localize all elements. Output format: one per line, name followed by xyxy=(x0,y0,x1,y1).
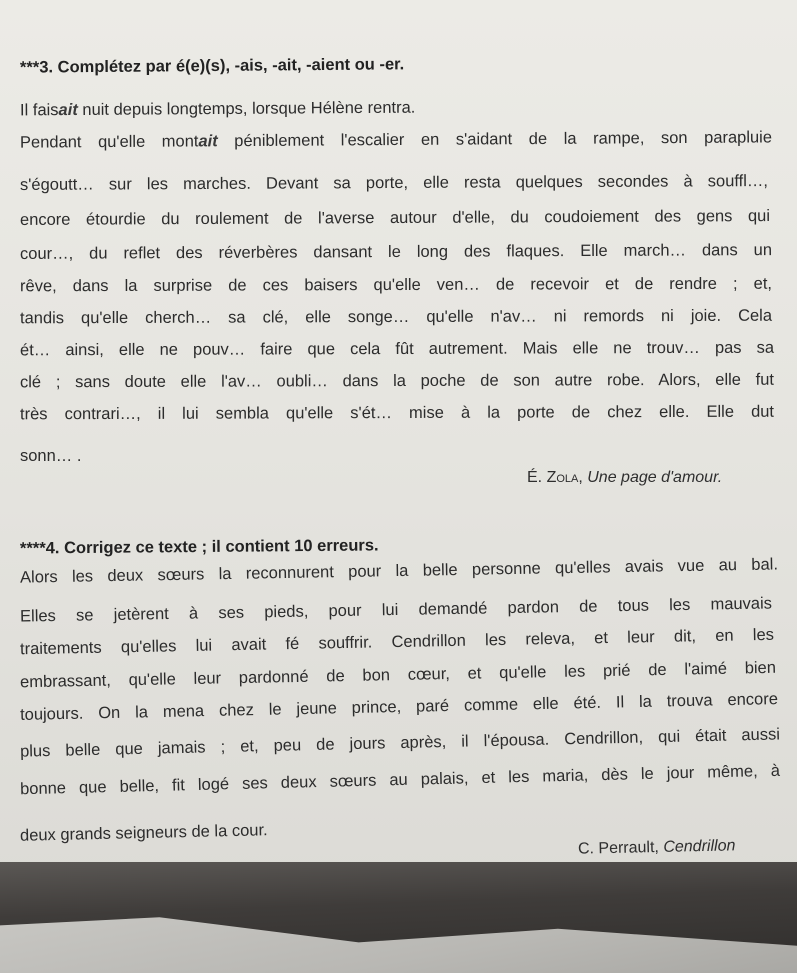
exercise-3-line-11: sonn… . xyxy=(20,447,82,465)
exercise-4-work: Cendrillon xyxy=(663,837,736,856)
exercise-4-line-3: traitements qu'elles lui avait fé souffrir. Cendrillon les releva, et leur dit, en les xyxy=(19,625,775,659)
exercise-4-line-5: toujours. On la mena chez le jeune prince, paré comme elle été. Il la trouva encore xyxy=(19,690,779,724)
exercise-3-line-9: clé ; sans doute elle l'av… oubli… dans la poche de son autre robe. Alors, elle fut xyxy=(19,370,775,392)
exercise-4-heading xyxy=(20,535,379,558)
exercise-3-number: ***3. xyxy=(19,58,54,77)
exercise-4-line-1: Alors les deux sœurs la reconnurent pour la belle personne qu'elles avais vue au bal. xyxy=(19,555,779,587)
exercise-3-line-5: cour…, du reflet des réverbères dansant le long des flaques. Elle march… dans un xyxy=(19,241,773,263)
exercise-3-work: Une page d'amour. xyxy=(587,469,723,486)
exercise-3-line-1: Il faisait nuit depuis longtemps, lorsque Hélène rentra. xyxy=(19,98,416,120)
exercise-4-line-4: embrassant, qu'elle leur pardonné de bon cœur, et qu'elle les prié de l'aimé bien xyxy=(19,658,777,692)
exercise-3-line-10: très contrari…, il lui sembla qu'elle s'ét… mise à la porte de chez elle. Elle dut xyxy=(19,402,775,424)
exercise-3-line-4: encore étourdie du roulement de l'averse autour d'elle, du coudoiement des gens qui xyxy=(19,207,771,229)
exercise-3-line-2: Pendant qu'elle montait péniblement l'escalier en s'aidant de la rampe, son parapluie xyxy=(19,128,773,152)
exercise-4-author: C. Perrault, xyxy=(577,838,660,858)
exercise-3-author: É. Zola, xyxy=(527,469,583,486)
exercise-3-line-6: rêve, dans la surprise de ces baisers qu'elle ven… de recevoir et de rendre ; et, xyxy=(19,274,773,296)
exercise-3-title: Complétez par é(e)(s), -ais, -ait, -aient ou -er. xyxy=(57,55,405,77)
exercise-3-line-8: ét… ainsi, elle ne pouv… faire que cela fût autrement. Mais elle ne trouv… pas sa xyxy=(19,338,775,360)
exercise-4-number: ****4. xyxy=(19,539,60,558)
exercise-4-line-7: bonne que belle, fit logé ses deux sœurs au palais, et les maria, dès le jour même, à xyxy=(19,761,781,799)
exercise-4-line-6: plus belle que jamais ; et, peu de jours après, il l'épousa. Cendrillon, qui était aussi xyxy=(19,725,781,761)
handwritten-answer-2: ait xyxy=(198,132,218,151)
exercise-3-line-7: tandis qu'elle cherch… sa clé, elle songe… qu'elle n'av… ni remords ni joie. Cela xyxy=(19,306,773,328)
exercise-3-source xyxy=(527,468,722,488)
exercise-4-source xyxy=(578,836,736,859)
handwritten-answer-1: ait xyxy=(58,100,78,120)
exercise-3-heading xyxy=(20,54,404,77)
exercise-4-line-8: deux grands seigneurs de la cour. xyxy=(19,821,268,845)
exercise-3-line-3: s'égoutt… sur les marches. Devant sa porte, elle resta quelques secondes à souffl…, xyxy=(19,172,769,194)
exercise-4-title: Corrigez ce texte ; il contient 10 erreurs. xyxy=(63,536,379,558)
exercise-4-line-2: Elles se jetèrent à ses pieds, pour lui demandé pardon de tous les mauvais xyxy=(19,594,773,626)
